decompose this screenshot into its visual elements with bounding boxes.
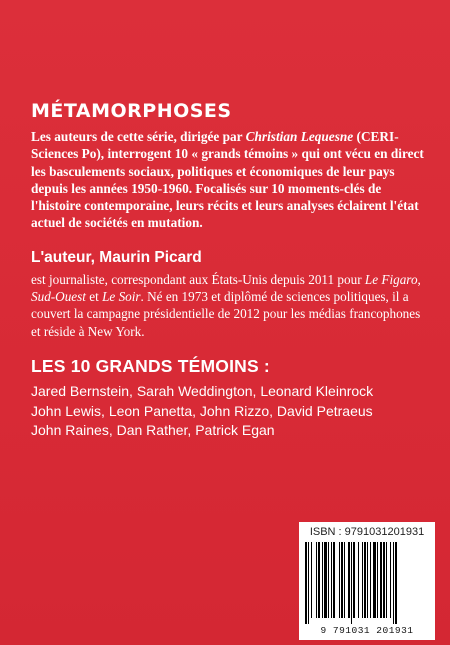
barcode-bar [370,542,371,618]
barcode-bar [311,542,312,618]
barcode-bar [328,542,329,618]
series-text-end: (CERI-Sciences Po), interrogent 10 « grands témoins » qui ont vécu en direct les basculements sociaux, politiques et économiques de leur pays depuis les années 1950-1960. Focalisés sur 10 moments-clés de l'histoire contemporaine, leurs récits et leurs analyses éclairent l'état actuel de sociétés en mutation. [31,129,424,231]
barcode-bar [331,542,332,618]
series-director: Christian Lequesne [245,129,354,144]
publication-sud-ouest: Sud-Ouest [31,289,86,305]
barcode-image [305,542,429,624]
barcode-bar [358,542,359,618]
publication-le-figaro: Le Figaro [364,272,418,287]
barcode-bar [341,542,343,618]
witnesses-title: LES 10 GRANDS TÉMOINS : [31,356,270,376]
barcode-bar [390,542,391,618]
barcode-digits: 9 791031 201931 [320,625,414,636]
barcode-bar [380,542,382,618]
barcode-bar [324,542,327,618]
barcode-bar [344,542,345,618]
barcode-bar [362,542,363,618]
barcode-bar [364,542,366,618]
author-bio-sep1: , [417,272,421,287]
barcode-bar [333,542,335,618]
barcode-bar [348,542,350,618]
barcode-bar [393,542,394,624]
isbn-label: ISBN : 9791031201931 [309,526,425,538]
barcode-bar [377,542,378,618]
barcode-bar [353,542,355,618]
author-section [31,248,426,340]
barcode-bar [305,542,307,624]
barcode-panel [299,522,435,640]
barcode-bar [308,542,309,624]
author-bio-sep2: et [85,289,103,305]
author-bio [31,271,426,340]
barcode-bar [339,542,340,618]
barcode-bar [383,542,385,618]
barcode-bar [351,542,352,624]
witnesses-section [31,356,426,441]
witness-line: Jared Bernstein, Sarah Weddington, Leonard Kleinrock [31,383,374,399]
barcode-bar [395,542,397,624]
author-title: L'auteur, Maurin Picard [31,249,202,266]
barcode-bar [316,542,317,618]
barcode-bar [367,542,368,618]
series-section [31,100,426,232]
witness-line: John Raines, Dan Rather, Patrick Egan [31,422,275,438]
series-title: MÉTAMORPHOSES [31,100,232,122]
barcode-bar [318,542,320,618]
witness-line: John Lewis, Leon Panetta, John Rizzo, David Petraeus [31,402,373,419]
barcode-bar [373,542,376,618]
series-text-start: Les auteurs de cette série, dirigée par [31,129,246,144]
author-bio-start: est journaliste, correspondant aux États-Unis depuis 2011 pour [31,272,365,287]
barcode-bar [386,542,387,618]
series-description [31,128,426,232]
barcode-bar [322,542,323,618]
publication-le-soir: Le Soir [102,289,141,305]
author-bio-end: . Né en 1973 et diplômé de sciences politiques, il a couvert la campagne présidentielle de 2012 pour les médias francophones et réside à New York. [31,289,421,339]
